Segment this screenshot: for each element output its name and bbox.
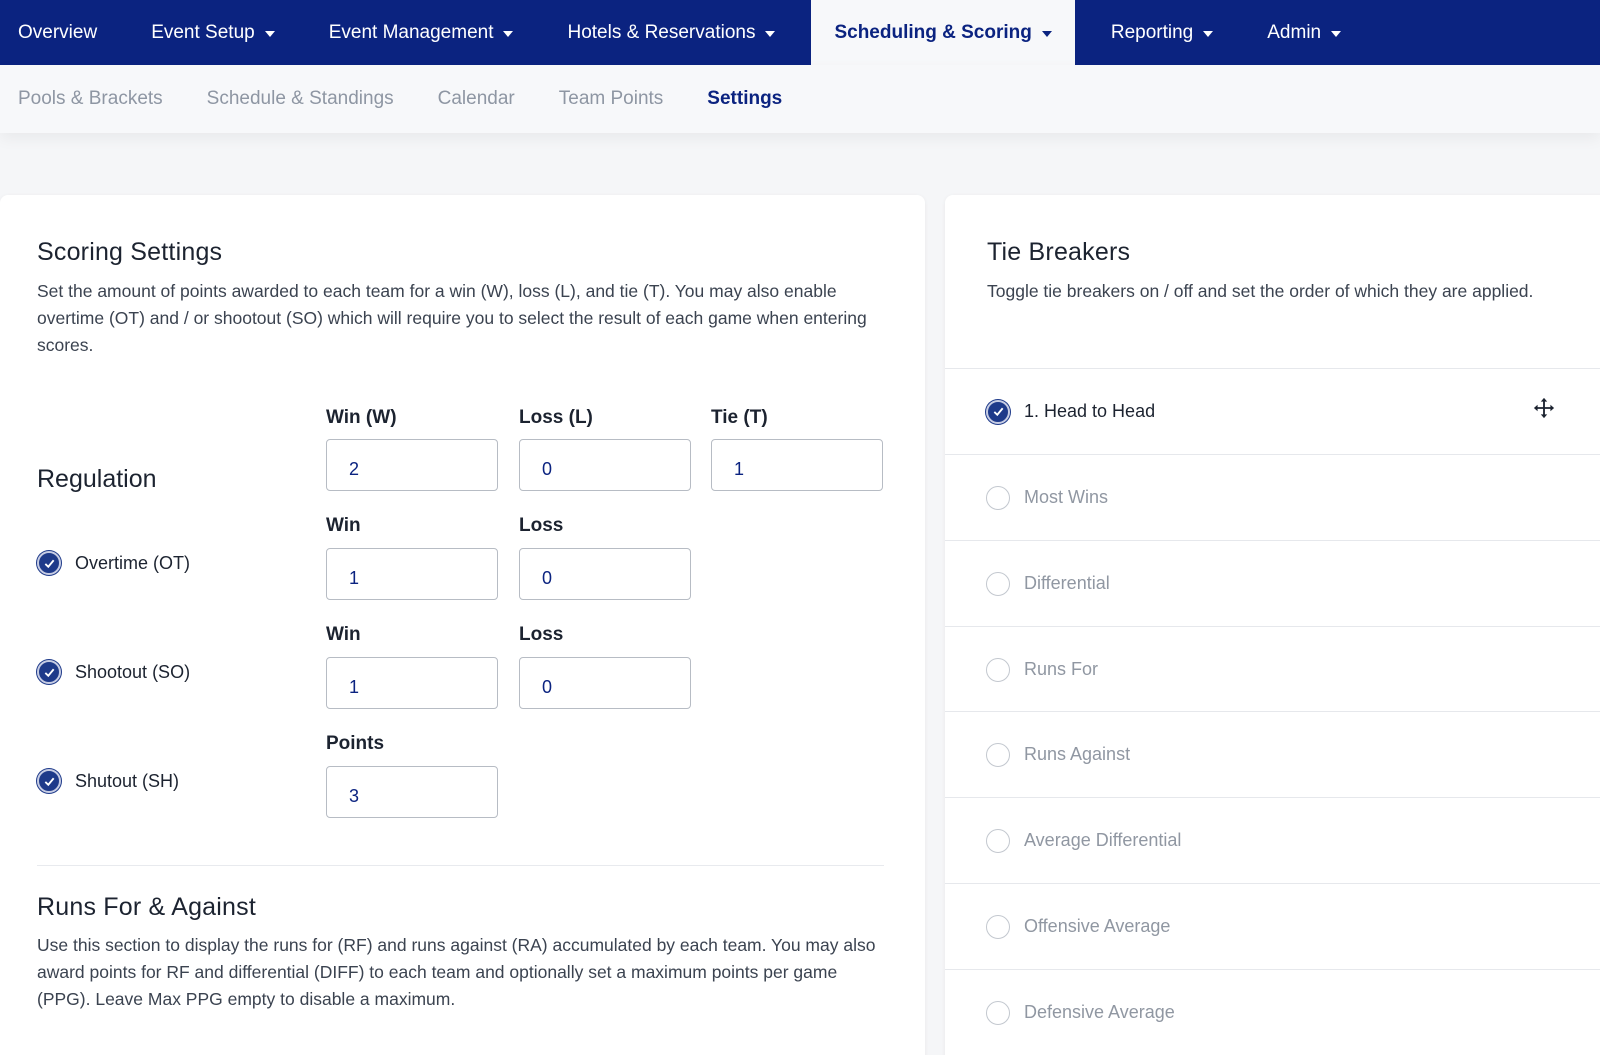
shootout-win-label: Win	[326, 624, 361, 645]
tie-breaker-label: Defensive Average	[1024, 1002, 1175, 1022]
nav-event-management-label: Event Management	[328, 21, 494, 43]
regulation-tie-label: Tie (T)	[711, 407, 768, 428]
regulation-win-input[interactable]	[326, 439, 498, 491]
scoring-settings-title: Scoring Settings	[37, 238, 223, 266]
shutout-points-input[interactable]	[326, 766, 498, 818]
shootout-checkbox-checked-icon[interactable]	[37, 660, 61, 684]
scoring-settings-card	[0, 195, 925, 1055]
tie-breakers-title: Tie Breakers	[987, 238, 1131, 266]
nav-scheduling-scoring[interactable]	[811, 0, 1074, 65]
tie-breaker-label: Differential	[1024, 573, 1110, 593]
nav-event-setup-label: Event Setup	[151, 21, 255, 43]
tie-breaker-unchecked-icon[interactable]	[986, 658, 1010, 682]
tie-breaker-item[interactable]	[945, 626, 1600, 712]
overtime-win-input[interactable]	[326, 548, 498, 600]
shutout-checkbox-checked-icon[interactable]	[37, 769, 61, 793]
nav-reporting-label: Reporting	[1110, 21, 1194, 43]
tie-breaker-item[interactable]	[945, 454, 1600, 540]
shootout-loss-label: Loss	[519, 624, 564, 645]
caret-down-icon	[503, 31, 513, 37]
overtime-win-label: Win	[326, 515, 361, 536]
section-divider	[37, 865, 884, 866]
nav-overview[interactable]	[0, 0, 115, 65]
nav-hotels-reservations[interactable]	[549, 0, 793, 65]
tab-settings[interactable]: Settings	[707, 88, 783, 109]
tie-breakers-card	[945, 195, 1600, 1055]
tie-breaker-unchecked-icon[interactable]	[986, 486, 1010, 510]
tie-breaker-label: Runs For	[1024, 659, 1099, 679]
tab-pools-brackets[interactable]: Pools & Brackets	[18, 88, 163, 109]
shutout-points-label: Points	[326, 733, 385, 754]
regulation-loss-input[interactable]	[519, 439, 691, 491]
drag-move-icon[interactable]	[1533, 397, 1555, 419]
tie-breaker-item[interactable]	[945, 797, 1600, 883]
tie-breakers-description: Toggle tie breakers on / off and set the order of which they are applied.	[987, 281, 1534, 301]
tie-breaker-label: Offensive Average	[1024, 916, 1171, 936]
scoring-settings-description: Set the amount of points awarded to each team for a win (W), loss (L), and tie (T). You may also enable overtime (OT) and / or shootout (SO) which will require you to select the result of each game when entering scores.	[37, 281, 867, 355]
nav-event-management[interactable]	[311, 0, 532, 65]
tie-breaker-item[interactable]	[945, 883, 1600, 969]
runs-section-title: Runs For & Against	[37, 893, 256, 921]
overtime-loss-input[interactable]	[519, 548, 691, 600]
overtime-checkbox-checked-icon[interactable]	[37, 551, 61, 575]
tie-breaker-item[interactable]	[945, 540, 1600, 626]
regulation-label: Regulation	[37, 465, 157, 493]
regulation-tie-input[interactable]	[711, 439, 883, 491]
runs-section-description: Use this section to display the runs for (RF) and runs against (RA) accumulated by each team. You may also award points for RF and differential (DIFF) to each team and optionally set a maximum points per game (PPG). Leave Max PPG empty to disable a maximum.	[37, 935, 876, 1009]
overtime-toggle[interactable]	[37, 551, 190, 575]
caret-down-icon	[265, 31, 275, 37]
shutout-toggle[interactable]	[37, 769, 179, 793]
tie-breaker-unchecked-icon[interactable]	[986, 1001, 1010, 1025]
nav-event-setup[interactable]	[133, 0, 293, 65]
caret-down-icon	[765, 31, 775, 37]
caret-down-icon	[1203, 31, 1213, 37]
nav-reporting[interactable]	[1093, 0, 1231, 65]
tie-breaker-item[interactable]	[945, 711, 1600, 797]
shootout-toggle[interactable]	[37, 660, 190, 684]
tie-breaker-unchecked-icon[interactable]	[986, 915, 1010, 939]
overtime-label: Overtime (OT)	[75, 552, 190, 573]
shutout-label: Shutout (SH)	[75, 770, 180, 791]
shootout-label: Shootout (SO)	[75, 661, 191, 682]
tie-breaker-checked-icon[interactable]	[986, 400, 1010, 424]
regulation-win-label: Win (W)	[326, 407, 397, 428]
nav-admin-label: Admin	[1267, 21, 1322, 43]
tie-breaker-label: Runs Against	[1024, 744, 1131, 764]
shootout-win-input[interactable]	[326, 657, 498, 709]
nav-hotels-label: Hotels & Reservations	[567, 21, 756, 43]
top-nav	[0, 0, 1600, 65]
tie-breaker-label: Average Differential	[1024, 830, 1182, 850]
tab-team-points[interactable]: Team Points	[558, 88, 664, 109]
caret-down-icon	[1331, 31, 1341, 37]
nav-scheduling-label: Scheduling & Scoring	[834, 21, 1032, 43]
tie-breaker-label: Most Wins	[1024, 487, 1109, 507]
caret-down-icon	[1042, 31, 1052, 37]
tie-breaker-unchecked-icon[interactable]	[986, 572, 1010, 596]
tie-breaker-unchecked-icon[interactable]	[986, 743, 1010, 767]
tie-breaker-unchecked-icon[interactable]	[986, 829, 1010, 853]
sub-nav	[0, 65, 1600, 133]
tab-calendar[interactable]: Calendar	[437, 88, 515, 109]
regulation-loss-label: Loss (L)	[519, 407, 593, 428]
shootout-loss-input[interactable]	[519, 657, 691, 709]
overtime-loss-label: Loss	[519, 515, 564, 536]
tie-breaker-item[interactable]	[945, 368, 1600, 454]
tie-breaker-label: 1. Head to Head	[1024, 401, 1156, 421]
nav-overview-label: Overview	[18, 21, 98, 43]
nav-admin[interactable]	[1249, 0, 1359, 65]
tie-breaker-item[interactable]	[945, 969, 1600, 1055]
tab-schedule-standings[interactable]: Schedule & Standings	[206, 88, 394, 109]
